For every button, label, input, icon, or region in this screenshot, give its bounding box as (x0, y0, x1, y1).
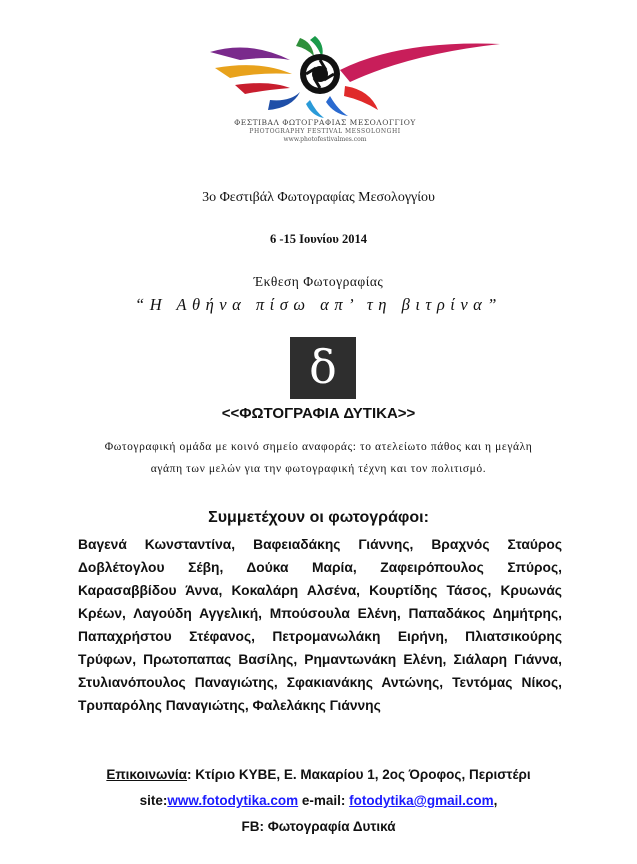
email-link[interactable]: fotodytika@gmail.com (349, 793, 494, 808)
festival-logo (140, 30, 510, 150)
email-label: e-mail: (298, 793, 350, 808)
group-description-line: αγάπη των μελών για την φωτογραφική τέχνη και τον πολιτισμό. (150, 463, 487, 475)
facebook-line: FB: Φωτογραφία Δυτικά (241, 819, 396, 834)
exhibition-label: Έκθεση Φωτογραφίας (253, 274, 384, 289)
participants-heading: Συμμετέχουν οι φωτογράφοι: (208, 509, 429, 526)
exhibition-title: “Η Αθήνα πίσω απ’ τη βιτρίνα” (135, 295, 502, 314)
festival-dates: 6 -15 Ιουνίου 2014 (269, 232, 368, 246)
group-logo: δ (290, 337, 356, 399)
site-label: site: (139, 793, 168, 808)
email-tail: , (493, 793, 498, 808)
logo-english-text: PHOTOGRAPHY FESTIVAL MESSOLONGHI (249, 128, 401, 135)
festival-title: 3ο Φεστιβάλ Φωτογραφίας Μεσολογγίου (202, 190, 435, 205)
contact-block (0, 762, 637, 840)
logo-website-text: www.photofestivalmes.com (283, 136, 367, 143)
group-description-line: Φωτογραφική ομάδα με κοινό σημείο αναφοράς: το ατελείωτο πάθος και η μεγάλη (104, 441, 533, 453)
festival-logo-graphic (140, 30, 510, 120)
site-link[interactable]: www.fotodytika.com (167, 793, 299, 808)
group-name: <<ΦΩΤΟΓΡΑΦΙΑ ΔΥΤΙΚΑ>> (221, 405, 416, 422)
group-description (0, 436, 637, 480)
contact-address-line (0, 762, 637, 788)
logo-greek-text: ΦΕΣΤΙΒΑΛ ΦΩΤΟΓΡΑΦΙΑΣ ΜΕΣΟΛΟΓΓΙΟΥ (234, 118, 416, 127)
participants-list: Βαγενά Κωνσταντίνα, Βαφειαδάκης Γιάννης, Βραχνός Σταύρος Δοβλέτογλου Σέβη, Δούκα Μαρία, Ζαφειρόπουλος Σπύρος, Καρασαββίδου Άννα, Κοκαλάρη Αλσένα, Κουρτίδης Τάσος, Κρυωνάς Κρέων, Λαγούδη Αγγελική, Μπούσουλα Ελένη, Παπαδάκος Δημήτρης, Παπαχρήστου Στέφανος, Πετρομανωλάκη Ειρήνη, Πλιατσικούρης Τρύφων, Πρωτοπαπας Βασίλης, Ρημαντωνάκη Ελένη, Σιάλαρη Γιάννα, Στυλιανόπουλος Παναγιώτης, Σφακιανάκης Αντώνης, Τεντόμας Νίκος, Τρυπαρόλης Παναγιώτης, Φαλελάκης Γιάννης (78, 537, 562, 713)
contact-web-line (0, 788, 637, 814)
contact-label: Επικοινωνία (106, 767, 187, 782)
contact-address: : Κτίριο ΚΥΒΕ, Ε. Μακαρίου 1, 2ος Όροφος, Περιστέρι (186, 767, 531, 782)
